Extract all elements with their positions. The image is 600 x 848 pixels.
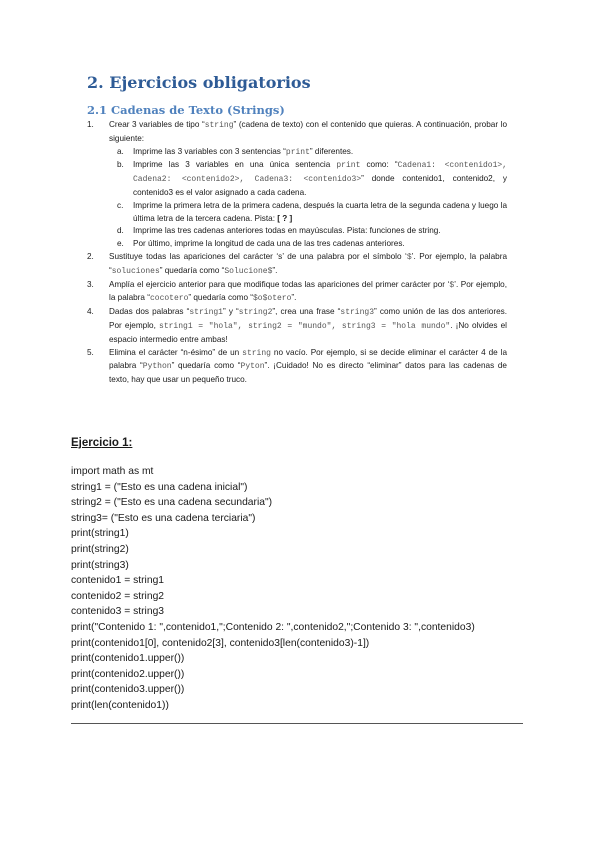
code-term: cocotero — [149, 294, 189, 304]
item-text: Sustituye todas las apariciones del carácter ‘s’ de una palabra por el símbolo ‘ — [109, 251, 407, 261]
exercise-list — [87, 119, 507, 387]
code-term: string1 = "hola", string2 = "mundo", string3 = "hola mundo" — [159, 321, 451, 331]
sub-item-text: Imprime las tres cadenas anteriores todas en mayúsculas. Pista: funciones de string. — [133, 226, 441, 236]
code-term: $ — [406, 252, 412, 262]
item-text: ’. Por ejemplo, la palabra “ — [109, 279, 507, 303]
item-text: ” y “ — [222, 307, 239, 317]
code-term: string — [242, 348, 271, 358]
code-line: contenido1 = string1 — [71, 575, 165, 587]
sub-item-text: Imprime las 3 variables con 3 sentencias “ — [133, 146, 286, 156]
sub-item-text: como: “ — [360, 160, 398, 170]
item-text: ” (cadena de texto) con el contenido que quieras. A continuación, probar lo siguiente: — [109, 120, 507, 143]
code-term: string — [204, 121, 234, 130]
item-text: ’. Por ejemplo, la palabra “ — [109, 251, 507, 275]
code-line: string1 = ("Esto es una cadena inicial") — [71, 481, 248, 493]
sub-item-letter: d. — [117, 226, 124, 236]
sub-item-text: Imprime las 3 variables en una única sentencia — [133, 160, 337, 170]
item-text: no vacío. Por ejemplo, si se decide eliminar el carácter 4 de la palabra “ — [109, 347, 508, 371]
exercise-title: Ejercicio 1: — [71, 437, 133, 449]
code-line: print(contenido1.upper()) — [71, 653, 185, 665]
item-number: 2. — [87, 251, 94, 261]
item-text: ” como unión de las dos anteriores. Por ejemplo, — [109, 307, 507, 330]
list-item — [87, 279, 507, 307]
code-term: string3 — [340, 308, 375, 318]
list-item — [87, 347, 507, 387]
item-number: 3. — [87, 279, 94, 289]
item-text: Amplía el ejercicio anterior para que modifique todas las apariciones del primer carácter por ‘ — [109, 279, 450, 289]
code-line: print("Contenido 1: ",contenido1,";Contenido 2: ",contenido2,";Contenido 3: ",contenido3) — [71, 621, 475, 633]
code-term: $ — [449, 280, 455, 290]
list-item — [87, 119, 507, 146]
subsection-title: 2.1 Cadenas de Texto (Strings) — [87, 103, 285, 117]
code-line: print(string3) — [71, 559, 129, 571]
item-text: ” quedaría como “ — [171, 361, 241, 371]
code-term: print — [336, 161, 361, 171]
item-number: 5. — [87, 347, 94, 357]
sub-item — [87, 238, 507, 251]
sub-item-text: ” diferentes. — [309, 146, 354, 156]
item-text: ”. — [291, 293, 297, 303]
hint-brackets: [ ? ] — [277, 213, 293, 223]
item-text: ” quedaría como “ — [159, 265, 225, 275]
code-term: Cadena1: <contenido1>, Cadena2: <contenido2>, Cadena3: <contenido3> — [133, 161, 507, 185]
sub-item — [87, 159, 507, 199]
item-text: Crear 3 variables de tipo “ — [109, 120, 205, 129]
code-line: import math as mt — [71, 466, 154, 477]
code-line: print(len(contenido1)) — [71, 699, 169, 711]
sub-item-text: Imprime la primera letra de la primera cadena, después la cuarta letra de la segunda cadena y luego la última letra de la tercera cadena. Pista: — [133, 200, 507, 223]
code-line: contenido3 = string3 — [71, 606, 165, 618]
sub-item — [87, 200, 507, 226]
item-text: ”. ¡Cuidado! No es directo “eliminar” datos para las cadenas de texto, hay que usar un pequeño truco. — [109, 361, 507, 385]
sub-item-letter: a. — [117, 146, 124, 156]
item-number: 4. — [87, 307, 94, 317]
code-block — [71, 464, 541, 714]
code-line: print(contenido2.upper()) — [71, 668, 185, 680]
code-term: string2 — [238, 308, 273, 318]
code-line: string3= ("Esto es una cadena terciaria") — [71, 512, 256, 524]
code-line: print(string2) — [71, 543, 129, 555]
section-title: 2. Ejercicios obligatorios — [87, 73, 311, 92]
horizontal-divider — [71, 723, 523, 724]
code-term: $o$otero — [253, 294, 292, 304]
code-term: print — [285, 147, 310, 157]
sub-item-text: Por último, imprime la longitud de cada una de las tres cadenas anteriores. — [133, 239, 405, 249]
item-text: ”. — [272, 265, 278, 275]
code-term: soluciones — [111, 266, 160, 276]
code-term: Python — [142, 362, 172, 372]
list-item — [87, 251, 507, 279]
sub-item-letter: b. — [117, 160, 124, 170]
item-text: Dadas dos palabras “ — [109, 307, 190, 317]
code-line: print(contenido3.upper()) — [71, 684, 185, 696]
item-text: ” quedaría como “ — [188, 293, 253, 303]
sub-item-letter: c. — [117, 200, 124, 210]
sub-item-text: ” donde contenido1, contenido2, y contenido3 es el valor asignado a cada cadena. — [133, 174, 507, 197]
item-text: . ¡No olvides el espacio intermedio entre ambas! — [109, 320, 507, 344]
code-term: Pyton — [240, 362, 265, 372]
sub-item — [87, 146, 507, 160]
code-term: Solucione$ — [224, 266, 273, 276]
sub-item-letter: e. — [117, 239, 124, 249]
code-line: print(string1) — [71, 528, 129, 540]
sub-item — [87, 225, 507, 238]
code-term: string1 — [189, 308, 223, 318]
code-line: print(contenido1[0], contenido2[3], contenido3[len(contenido3)-1]) — [71, 637, 370, 649]
item-text: Elimina el carácter “n-ésimo” de un — [109, 347, 243, 357]
item-number: 1. — [87, 120, 94, 129]
code-line: string2 = ("Esto es una cadena secundaria") — [71, 497, 273, 509]
list-item — [87, 306, 507, 346]
item-text: ”, crea una frase “ — [272, 307, 341, 317]
code-line: contenido2 = string2 — [71, 590, 165, 602]
